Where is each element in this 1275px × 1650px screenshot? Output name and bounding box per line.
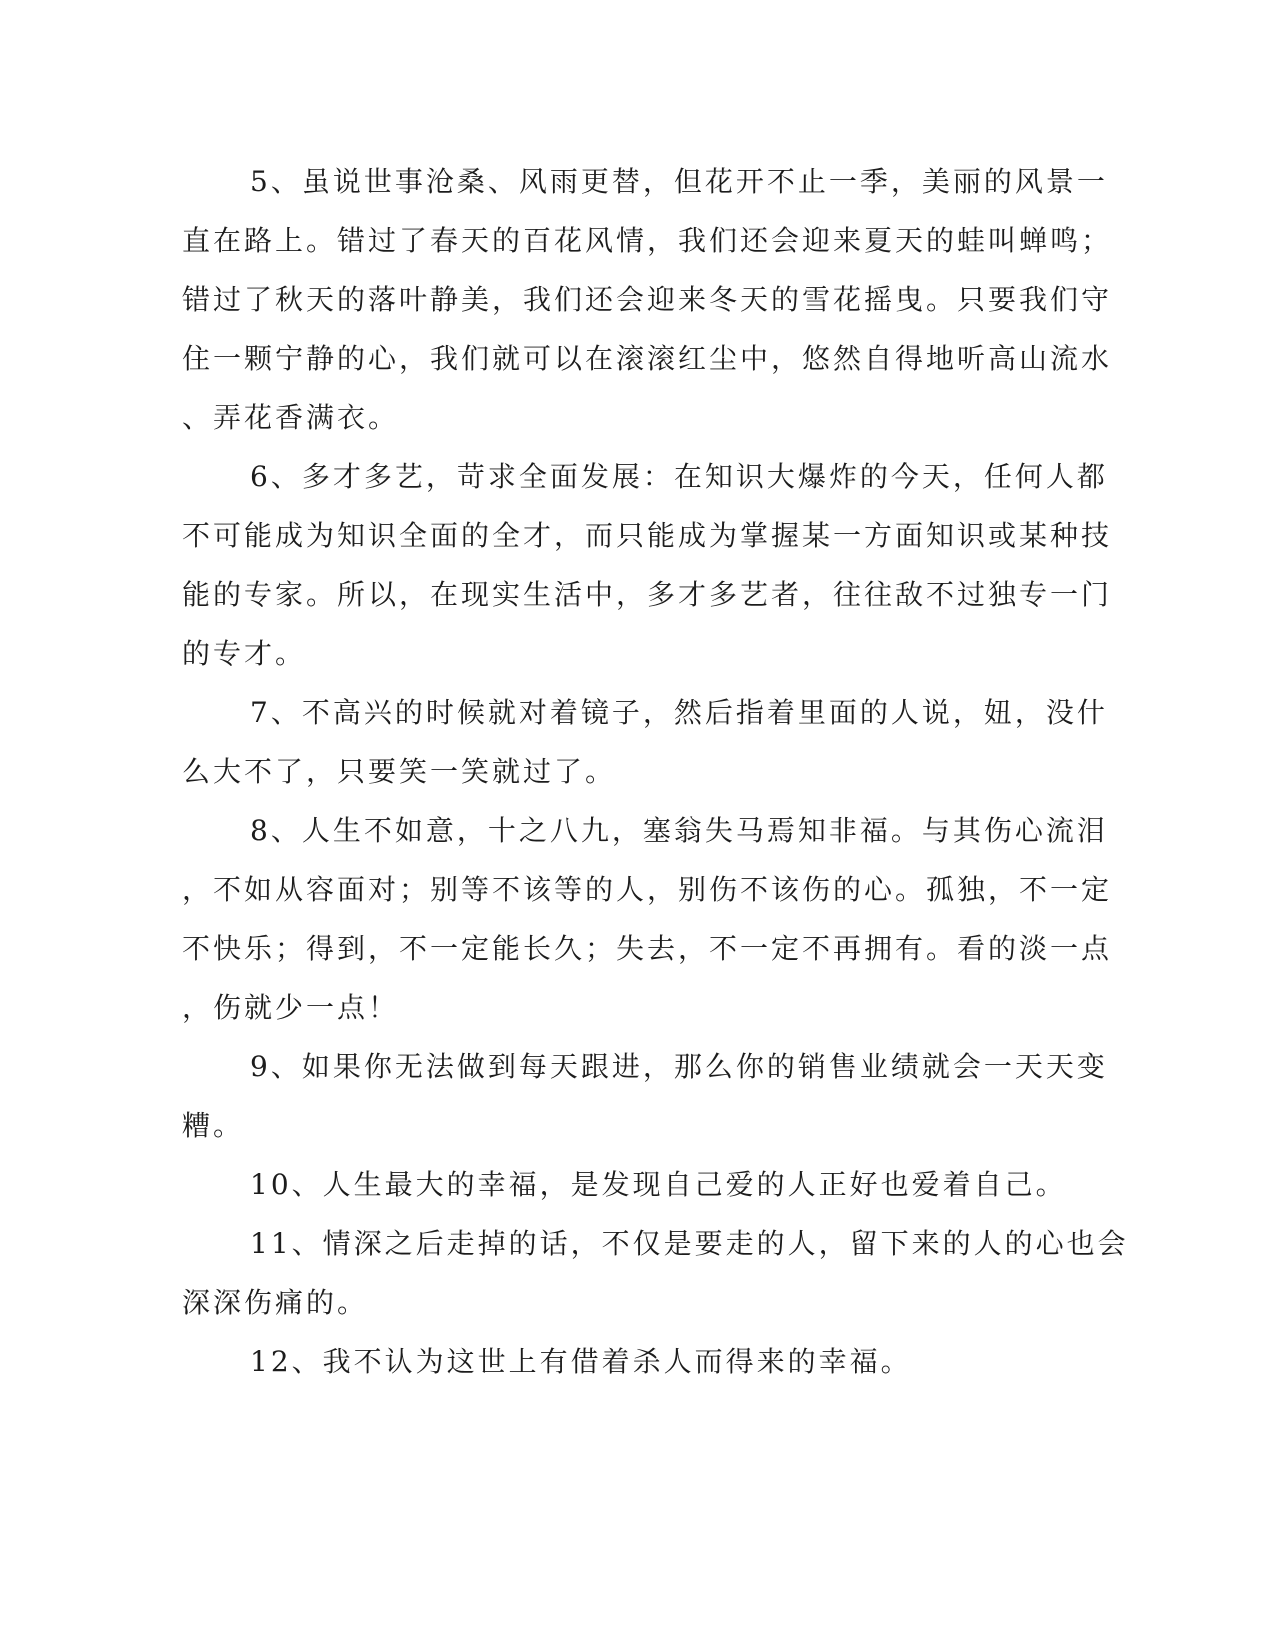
text-line: 5、虽说世事沧桑、风雨更替，但花开不止一季，美丽的风景一: [250, 165, 1108, 198]
text-line: 7、不高兴的时候就对着镜子，然后指着里面的人说，妞，没什: [250, 696, 1108, 729]
text-line: 12、我不认为这世上有借着杀人而得来的幸福。: [250, 1345, 912, 1378]
text-line: 、弄花香满衣。: [182, 401, 400, 434]
paragraph-9: [182, 1037, 1108, 1155]
paragraph-12: [182, 1332, 1030, 1391]
paragraph-11: [182, 1214, 1129, 1332]
text-line: 直在路上。错过了春天的百花风情，我们还会迎来夏天的蛙叫蝉鸣；: [182, 224, 1113, 257]
paragraph-6: [182, 447, 1113, 683]
text-line: 错过了秋天的落叶静美，我们还会迎来冬天的雪花摇曳。只要我们守: [182, 283, 1113, 316]
text-line: 住一颗宁静的心，我们就可以在滚滚红尘中，悠然自得地听高山流水: [182, 342, 1113, 375]
text-line: 能的专家。所以，在现实生活中，多才多艺者，往往敌不过独专一门: [182, 578, 1113, 611]
text-line: 的专才。: [182, 637, 307, 670]
text-line: 不可能成为知识全面的全才，而只能成为掌握某一方面知识或某种技: [182, 519, 1113, 552]
text-line: 深深伤痛的。: [182, 1286, 369, 1319]
text-line: 6、多才多艺，苛求全面发展：在知识大爆炸的今天，任何人都: [250, 460, 1108, 493]
paragraph-7: [182, 683, 1108, 801]
document-body: [182, 152, 1129, 1391]
text-line: 8、人生不如意，十之八九，塞翁失马焉知非福。与其伤心流泪: [250, 814, 1108, 847]
paragraph-10: [182, 1155, 1067, 1214]
text-line: 9、如果你无法做到每天跟进，那么你的销售业绩就会一天天变: [250, 1050, 1108, 1083]
text-line: ，伤就少一点！: [182, 991, 400, 1024]
text-line: 糟。: [182, 1109, 245, 1142]
text-line: 11、情深之后走掉的话，不仅是要走的人，留下来的人的心也会: [250, 1227, 1129, 1260]
text-line: 不快乐；得到，不一定能长久；失去，不一定不再拥有。看的淡一点: [182, 932, 1113, 965]
paragraph-5: [182, 152, 1113, 447]
text-line: 10、人生最大的幸福，是发现自己爱的人正好也爱着自己。: [250, 1168, 1067, 1201]
text-line: ，不如从容面对；别等不该等的人，别伤不该伤的心。孤独，不一定: [182, 873, 1113, 906]
text-line: 么大不了，只要笑一笑就过了。: [182, 755, 617, 788]
paragraph-8: [182, 801, 1113, 1037]
